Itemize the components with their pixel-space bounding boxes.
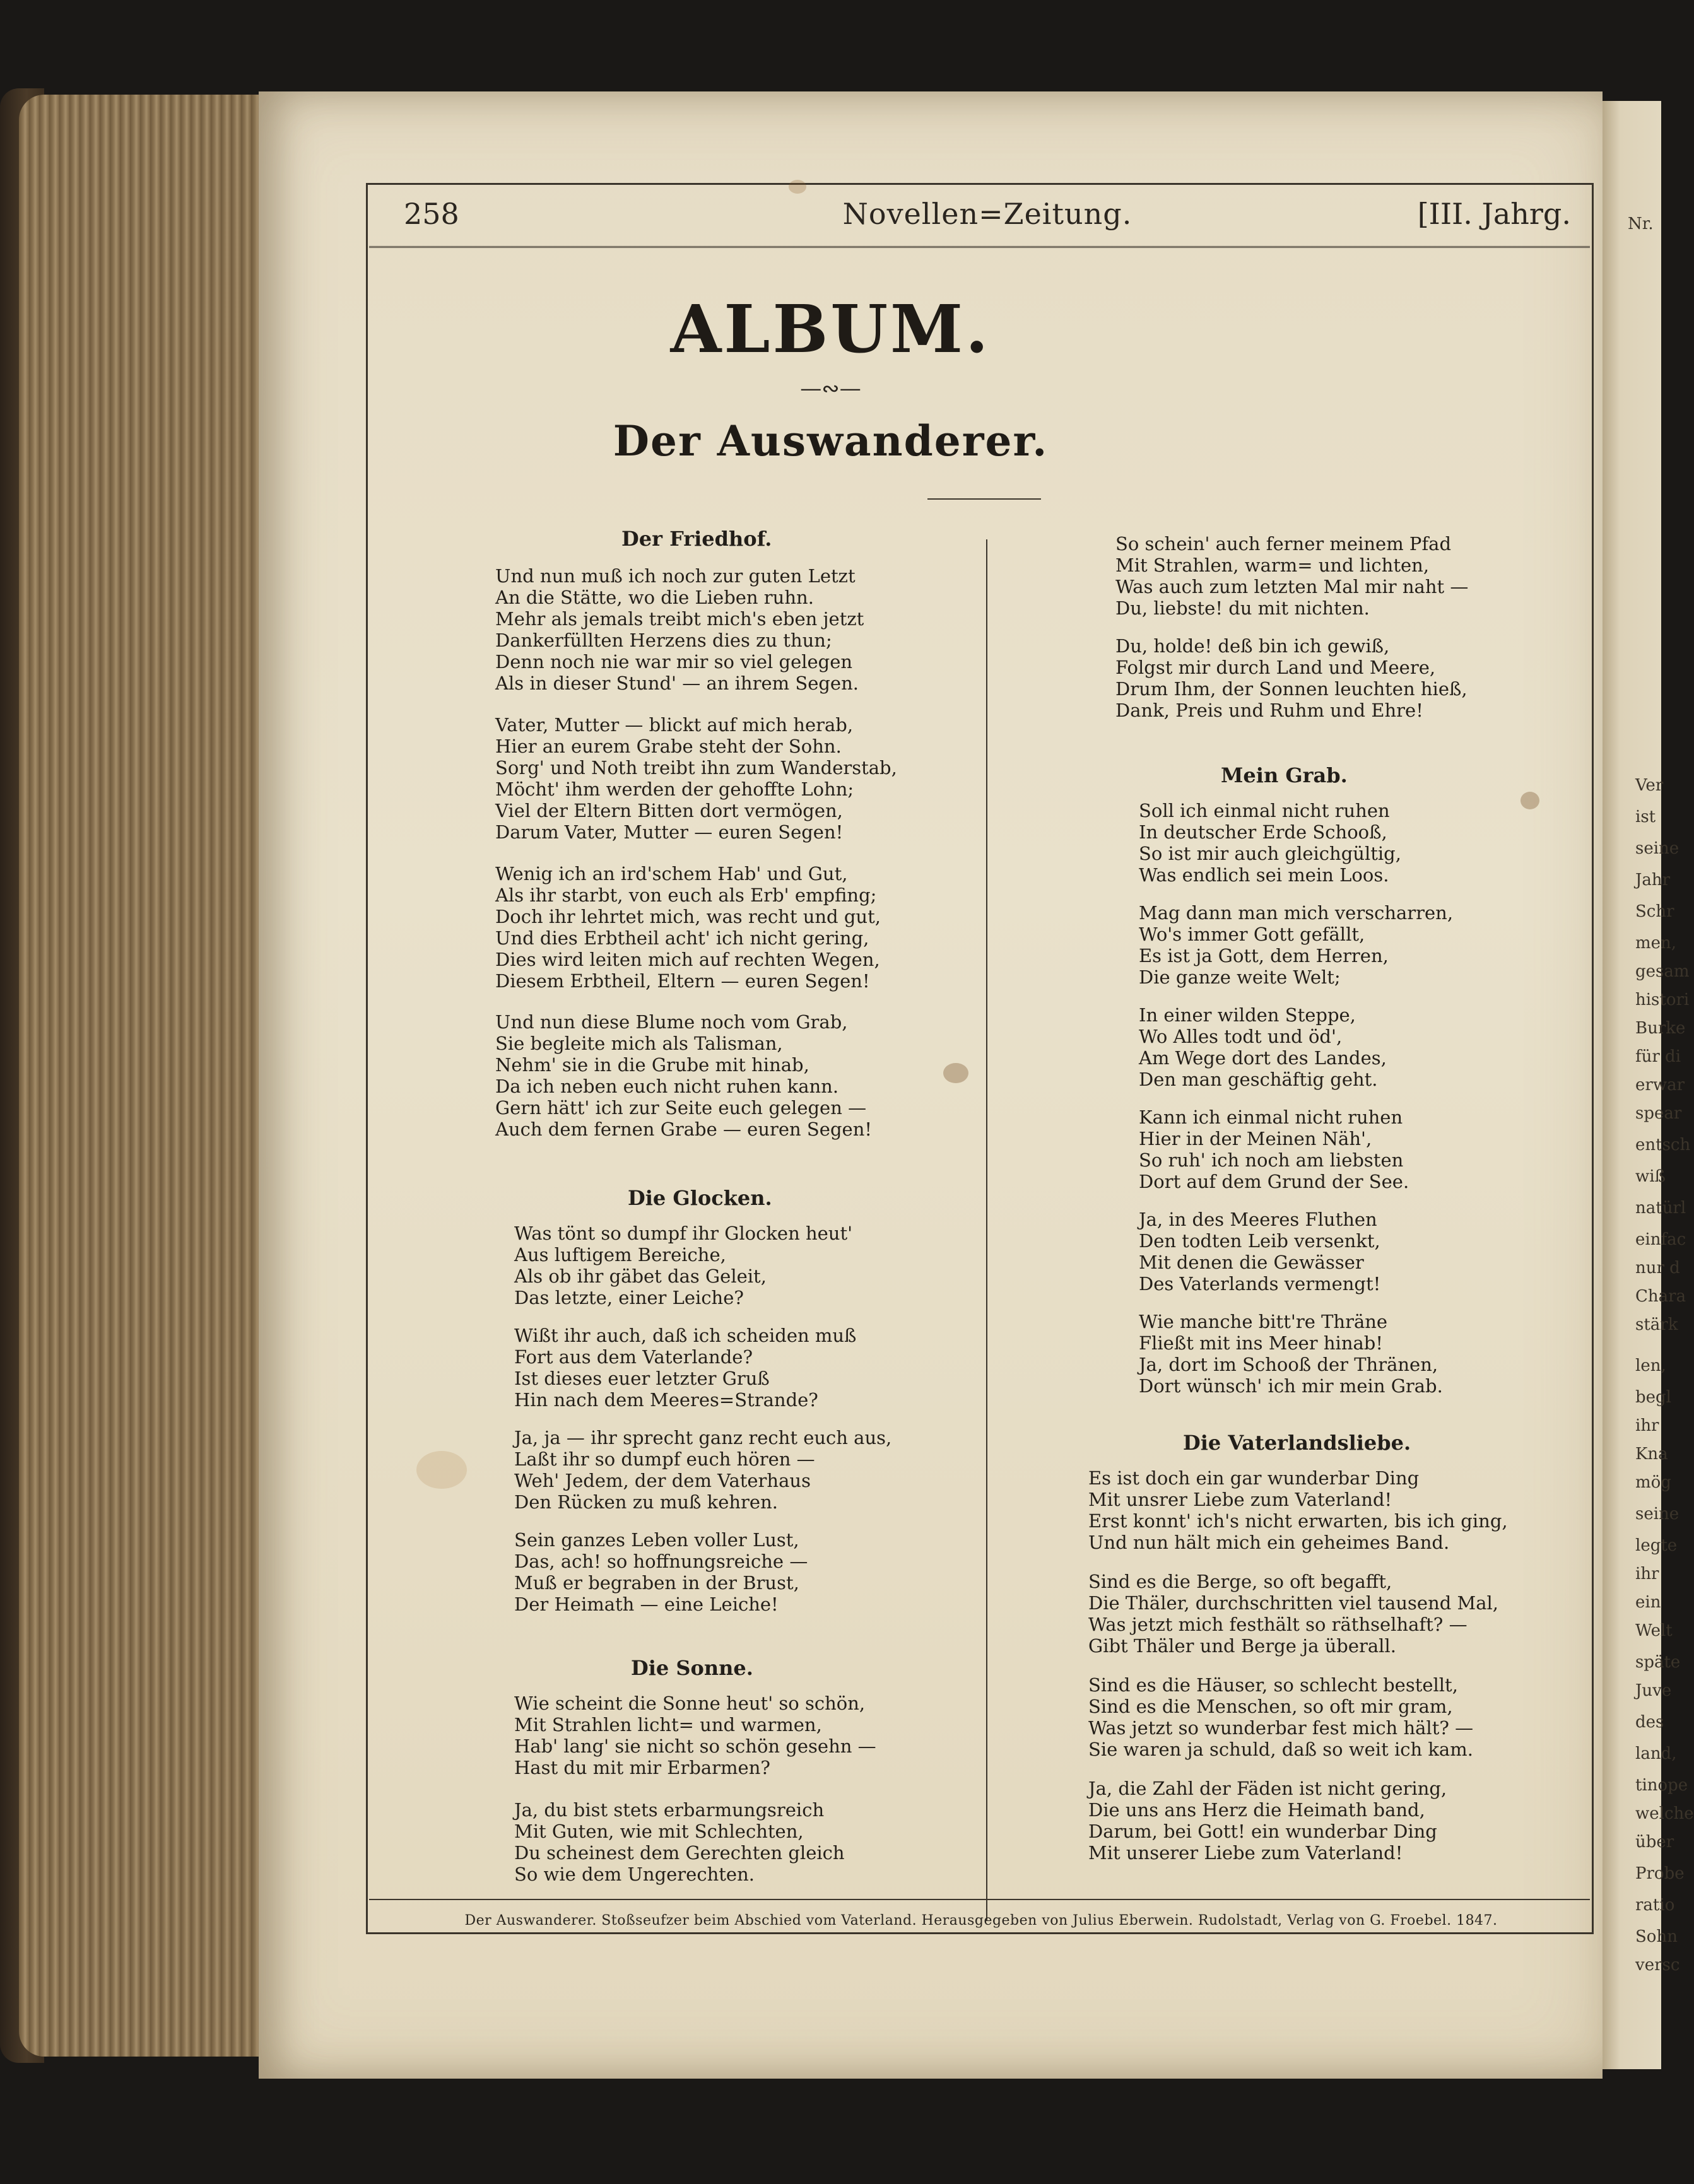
poem-line: Der Heimath — eine Leiche! [514,1594,779,1615]
section-heading: Die Glocken. [628,1186,772,1210]
poem-line: Fließt mit ins Meer hinab! [1139,1332,1384,1354]
poem-line: Folgst mir durch Land und Meere, [1115,657,1436,678]
poem-line: Mit Strahlen, warm= und lichten, [1115,555,1430,576]
poem-line: Sie begleite mich als Talisman, [495,1033,783,1054]
poem-line: Den man geschäftig geht. [1139,1069,1378,1090]
facing-page-fragment: histori [1635,990,1690,1009]
poem-line: Drum Ihm, der Sonnen leuchten hieß, [1115,678,1468,700]
poem-line: Mit Guten, wie mit Schlechten, [514,1821,804,1842]
stanza [1139,1209,1380,1295]
facing-page-fragment: gesam [1635,962,1690,981]
poem-line: Die uns ans Herz die Heimath band, [1088,1799,1425,1821]
poem-line: So wie dem Ungerechten. [514,1864,755,1885]
stanza [1115,533,1468,619]
facing-page-fragment: über [1635,1833,1674,1852]
stanza [495,1011,872,1140]
section-heading: Der Friedhof. [621,527,772,551]
stanza [1139,1004,1387,1090]
facing-page-fragment: seine [1635,1505,1679,1524]
poem-line: Auch dem fernen Grabe — euren Segen! [495,1118,873,1140]
poem-line: Muß er begraben in der Brust, [514,1572,799,1594]
poem-line: Was jetzt so wunderbar fest mich hält? — [1088,1717,1474,1739]
facing-page-fragment: nur d [1635,1259,1680,1277]
poem-line: Was tönt so dumpf ihr Glocken heut' [514,1223,853,1244]
poem-line: Darum Vater, Mutter — euren Segen! [495,821,844,843]
poem-line: Mit Strahlen licht= und warmen, [514,1714,822,1735]
facing-page-fragment: seine [1635,839,1679,858]
footer-rule [369,1899,1590,1900]
stanza [1139,1311,1443,1397]
facing-page-fragment: einfac [1635,1230,1686,1249]
poem-line: In deutscher Erde Schooß, [1139,821,1387,843]
volume-label: [III. Jahrg. [1417,197,1571,231]
poem-line: Als ihr starbt, von euch als Erb' empfing; [495,884,877,906]
poem-line: Sind es die Berge, so oft begafft, [1088,1571,1392,1592]
poem-line: Ja, in des Meeres Fluthen [1139,1209,1377,1230]
poem-line: So schein' auch ferner meinem Pfad [1115,533,1452,555]
stanza [495,565,864,694]
poem-line: In einer wilden Steppe, [1139,1004,1356,1026]
section-heading: Die Sonne. [631,1656,753,1680]
stanza [514,1529,808,1615]
facing-page-fragment: Jahr [1635,871,1671,889]
poem-line: Hin nach dem Meeres=Strande? [514,1389,818,1411]
poem-line: Viel der Eltern Bitten dort vermögen, [495,800,843,821]
stanza [1088,1467,1508,1553]
poem-line: Die ganze weite Welt; [1139,966,1341,988]
poem-line: Aus luftigem Bereiche, [514,1244,726,1265]
stanza [514,1223,852,1308]
footer-citation: Der Auswanderer. Stoßseufzer beim Abschied vom Vaterland. Herausgegeben von Julius Eberwein. Rudolstadt, Verlag von G. Froebel. 1847. [464,1913,1498,1929]
facing-page-fragment: Chara [1635,1287,1686,1306]
poem-line: Du scheinest dem Gerechten gleich [514,1842,845,1864]
poem-line: Dank, Preis und Ruhm und Ehre! [1115,700,1423,721]
stanza [1139,800,1401,886]
poem-line: Mit denen die Gewässer [1139,1252,1364,1273]
poem-line: Du, holde! deß bin ich gewiß, [1115,635,1390,657]
poem-line: Dort wünsch' ich mir mein Grab. [1139,1375,1443,1397]
poem-line: Hab' lang' sie nicht so schön gesehn — [514,1735,876,1757]
poem-line: Es ist ja Gott, dem Herren, [1139,945,1389,966]
poem-line: An die Stätte, wo die Lieben ruhn. [495,587,814,608]
stain [943,1063,968,1083]
poem-line: Mag dann man mich verscharren, [1139,902,1454,924]
title-rule [927,498,1041,500]
poem-line: Diesem Erbtheil, Eltern — euren Segen! [495,970,870,992]
facing-page-fragment: legte [1635,1536,1678,1555]
stanza [514,1799,845,1885]
poem-line: Darum, bei Gott! ein wunderbar Ding [1088,1821,1437,1842]
facing-page-fragment: stärk [1635,1315,1678,1334]
poem-line: Erst konnt' ich's nicht erwarten, bis ich ging, [1088,1510,1508,1532]
header-rule [369,246,1590,248]
stanza [1088,1674,1473,1760]
poem-line: Denn noch nie war mir so viel gelegen [495,651,853,672]
stanza [495,863,881,992]
facing-page-fragment: des [1635,1713,1664,1732]
facing-page-fragment: Probe [1635,1864,1685,1883]
facing-page-fragment: erwar [1635,1076,1685,1095]
poem-line: So ruh' ich noch am liebsten [1139,1149,1404,1171]
poem-line: Doch ihr lehrtet mich, was recht und gut, [495,906,881,927]
facing-page-fragment: Juve [1635,1681,1672,1700]
facing-page-fragment: land, [1635,1744,1677,1763]
poem-line: Soll ich einmal nicht ruhen [1139,800,1390,821]
poem-line: Sein ganzes Leben voller Lust, [514,1529,799,1551]
poem-line: Was auch zum letzten Mal mir naht — [1115,576,1469,597]
poem-line: Es ist doch ein gar wunderbar Ding [1088,1467,1420,1489]
stanza [1088,1778,1447,1864]
facing-page-fragment: len, [1635,1356,1666,1375]
facing-page-fragment: späte [1635,1653,1681,1672]
poem-line: Wie scheint die Sonne heut' so schön, [514,1693,866,1714]
poem-line: Ja, die Zahl der Fäden ist nicht gering, [1088,1778,1447,1799]
poem-line: Sie waren ja schuld, daß so weit ich kam. [1088,1739,1473,1760]
running-header [404,197,1571,247]
poem-line: Mit unsrer Liebe zum Vaterland! [1088,1489,1392,1510]
poem-line: Was jetzt mich festhält so räthselhaft? — [1088,1614,1468,1635]
page-number: 258 [404,197,459,231]
poem-title: Der Auswanderer. [613,416,1049,466]
stain [1520,792,1539,809]
facing-page-fragment: wiß [1635,1167,1666,1186]
poem-line: Wißt ihr auch, daß ich scheiden muß [514,1325,857,1346]
stanza [1139,1107,1409,1192]
facing-page-fragment: ratio [1635,1896,1675,1915]
facing-page-fragment: natürl [1635,1199,1686,1218]
poem-line: Nehm' sie in die Grube mit hinab, [495,1054,809,1076]
column-divider [986,539,987,1921]
poem-line: Was endlich sei mein Loos. [1139,864,1389,886]
poem-line: Mehr als jemals treibt mich's eben jetzt [495,608,864,630]
facing-page-fragment: mög [1635,1473,1671,1492]
facing-page-fragment: welche [1635,1804,1694,1823]
poem-line: Des Vaterlands vermengt! [1139,1273,1381,1295]
poem-line: Das, ach! so hoffnungsreiche — [514,1551,808,1572]
facing-page-fragment: tinope [1635,1776,1688,1795]
stain [789,180,806,194]
poem-line: Kann ich einmal nicht ruhen [1139,1107,1403,1128]
facing-page-fragment: men, [1635,934,1677,953]
poem-line: Wo's immer Gott gefällt, [1139,924,1365,945]
poem-line: Den Rücken zu muß kehren. [514,1491,778,1513]
section-heading: Die Vaterlandsliebe. [1183,1431,1411,1455]
poem-line: Sind es die Häuser, so schlecht bestellt, [1088,1674,1458,1696]
album-title: ALBUM. [670,290,991,368]
poem-line: Ist dieses euer letzter Gruß [514,1368,770,1389]
facing-page-fragment: Sohn [1635,1927,1678,1946]
poem-line: Sorg' und Noth treibt ihn zum Wanderstab, [495,757,897,778]
poem-line: Und nun muß ich noch zur guten Letzt [495,565,856,587]
poem-line: Und nun diese Blume noch vom Grab, [495,1011,848,1033]
facing-page-fragment: versc [1635,1956,1680,1975]
facing-page-fragment: ein [1635,1593,1661,1612]
poem-line: Ja, dort im Schooß der Thränen, [1139,1354,1438,1375]
poem-line: Laßt ihr so dumpf euch hören — [514,1448,815,1470]
facing-page-fragment: Ver [1635,776,1664,795]
poem-line: Vater, Mutter — blickt auf mich herab, [495,714,854,736]
poem-line: Weh' Jedem, der dem Vaterhaus [514,1470,811,1491]
poem-line: Ja, ja — ihr sprecht ganz recht euch aus, [514,1427,892,1448]
stanza [514,1427,891,1513]
poem-line: Als in dieser Stund' — an ihrem Segen. [495,672,859,694]
facing-page-fragment: ihr [1635,1565,1659,1583]
running-title: Novellen=Zeitung. [842,197,1132,231]
stanza [495,714,897,843]
facing-page-fragment: Burke [1635,1019,1686,1038]
poem-line: Sind es die Menschen, so oft mir gram, [1088,1696,1453,1717]
poem-line: Mit unserer Liebe zum Vaterland! [1088,1842,1403,1864]
facing-page-fragment: begl [1635,1388,1671,1407]
stanza [1115,635,1468,721]
poem-line: Hier in der Meinen Näh', [1139,1128,1372,1149]
facing-page-fragment: Nr. [1628,214,1654,233]
facing-page-fragment: Kna [1635,1445,1668,1464]
stanza [1139,902,1453,988]
facing-page-fragment: für di [1635,1047,1681,1066]
poem-line: Die Thäler, durchschritten viel tausend Mal, [1088,1592,1499,1614]
stanza [514,1693,876,1778]
facing-page-fragment: ist [1635,807,1656,826]
poem-line: Hier an eurem Grabe steht der Sohn. [495,736,842,757]
poem-line: Am Wege dort des Landes, [1139,1047,1387,1069]
poem-line: Gibt Thäler und Berge ja überall. [1088,1635,1396,1657]
poem-line: Fort aus dem Vaterlande? [514,1346,753,1368]
poem-line: Den todten Leib versenkt, [1139,1230,1380,1252]
stain [416,1451,467,1489]
poem-line: Als ob ihr gäbet das Geleit, [514,1265,767,1287]
poem-line: Hast du mit mir Erbarmen? [514,1757,770,1778]
poem-line: Wenig ich an ird'schem Hab' und Gut, [495,863,848,884]
poem-line: Wo Alles todt und öd', [1139,1026,1343,1047]
poem-line: Dankerfüllten Herzens dies zu thun; [495,630,832,651]
ornament-divider: —∾— [800,376,861,401]
poem-line: So ist mir auch gleichgültig, [1139,843,1401,864]
facing-page-fragment: entsch [1635,1136,1691,1154]
poem-line: Wie manche bitt're Thräne [1139,1311,1388,1332]
poem-line: Da ich neben euch nicht ruhen kann. [495,1076,839,1097]
poem-line: Dies wird leiten mich auf rechten Wegen, [495,949,880,970]
stanza [514,1325,856,1411]
poem-line: Du, liebste! du mit nichten. [1115,597,1370,619]
stanza [1088,1571,1498,1657]
poem-line: Und nun hält mich ein geheimes Band. [1088,1532,1450,1553]
facing-page-fragment: Schr [1635,902,1674,921]
poem-line: Das letzte, einer Leiche? [514,1287,744,1308]
facing-page-fragment: ihr [1635,1416,1659,1435]
poem-line: Möcht' ihm werden der gehoffte Lohn; [495,778,854,800]
poem-line: Dort auf dem Grund der See. [1139,1171,1409,1192]
poem-line: Und dies Erbtheil acht' ich nicht gering, [495,927,869,949]
facing-page-fragment: spear [1635,1104,1682,1123]
section-heading: Mein Grab. [1221,763,1348,787]
facing-page-fragment: Welt [1635,1621,1673,1640]
poem-line: Gern hätt' ich zur Seite euch gelegen — [495,1097,867,1118]
poem-line: Ja, du bist stets erbarmungsreich [514,1799,825,1821]
